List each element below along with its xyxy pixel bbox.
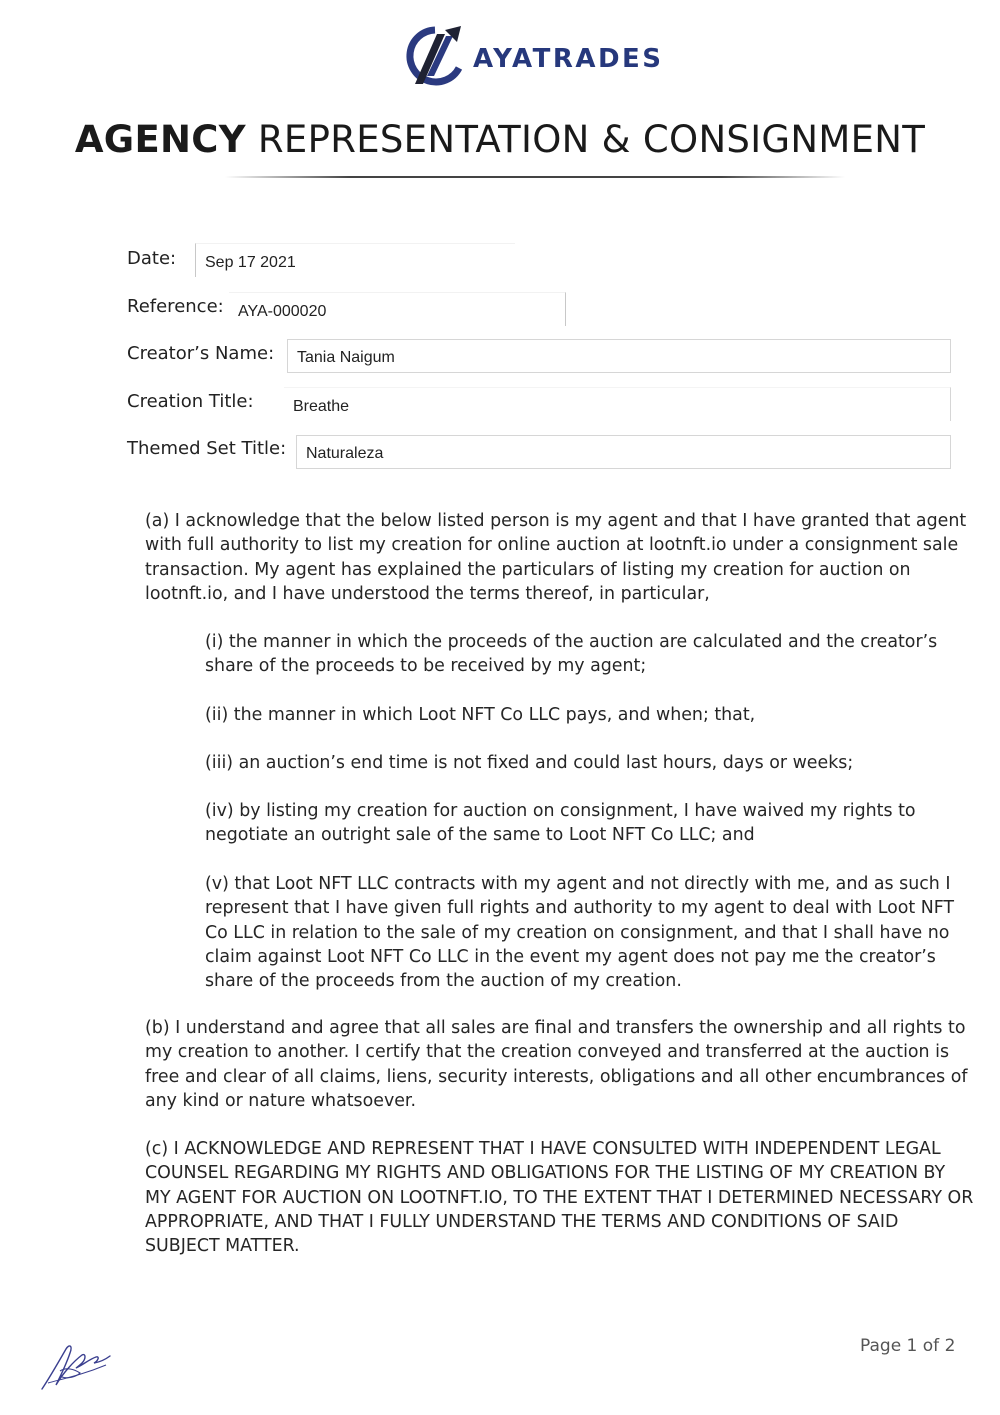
creator-name-field[interactable] <box>287 339 951 373</box>
clause-v: (v) that Loot NFT LLC contracts with my agent and not directly with me, and as such I represent that I have given full rights and authority to my agent to deal with Loot NFT Co LLC in relation to the sale of my creation on consignment, and that I shall have no claim against Loot NFT Co LLC in the event my agent does not pay me the creator’s share of the proceeds from the auction of my creation. <box>205 874 955 992</box>
creation-title-label: Creation Title: <box>127 391 254 412</box>
date-field[interactable] <box>195 243 515 277</box>
themed-set-title-value: Naturaleza <box>306 445 384 462</box>
signature-icon <box>36 1333 116 1393</box>
themed-set-title-field[interactable] <box>296 435 951 469</box>
title-divider <box>225 176 845 178</box>
creation-title-field[interactable] <box>284 387 951 421</box>
brand-name <box>473 44 664 74</box>
date-label: Date: <box>127 248 177 269</box>
reference-label: Reference: <box>127 296 224 317</box>
title-bold: AGENCY <box>74 118 246 161</box>
brand-trades: TRADES <box>532 44 664 74</box>
clause-a: (a) I acknowledge that the below listed person is my agent and that I have granted that agent with full authority to list my creation for online auction at lootnft.io under a consignment sale transaction. My agent has explained the particulars of listing my creation for auction on lootnft.io, and I have understood the terms thereof, in particular, <box>145 511 967 604</box>
reference-field[interactable] <box>229 292 566 326</box>
title-rest: REPRESENTATION & CONSIGNMENT <box>245 118 926 161</box>
clause-b: (b) I understand and agree that all sales are final and transfers the ownership and all rights to my creation to another. I certify that the creation conveyed and transferred at the auction is free and clear of all claims, liens, security interests, obligations and all other encumbrances of any kind or nature whatsoever. <box>145 1018 968 1111</box>
page-number: Page 1 of 2 <box>860 1336 956 1356</box>
clause-i: (i) the manner in which the proceeds of the auction are calculated and the creator’s share of the proceeds to be received by my agent; <box>205 632 938 677</box>
ayatrades-logo-icon <box>405 24 465 90</box>
clause-iv: (iv) by listing my creation for auction on consignment, I have waived my rights to negotiate an outright sale of the same to Loot NFT Co LLC; and <box>205 801 916 846</box>
clause-c: (c) I ACKNOWLEDGE AND REPRESENT THAT I HAVE CONSULTED WITH INDEPENDENT LEGAL COUNSEL REGARDING MY RIGHTS AND OBLIGATIONS FOR THE LISTING OF MY CREATION BY MY AGENT FOR AUCTION ON LOOTNFT.IO, TO THE EXTENT THAT I DETERMINED NECESSARY OR APPROPRIATE, AND THAT I FULLY UNDERSTAND THE TERMS AND CONDITIONS OF SAID SUBJECT MATTER. <box>145 1139 974 1257</box>
document-title <box>0 118 1000 161</box>
themed-set-title-label: Themed Set Title: <box>127 438 287 459</box>
brand-aya: AYA <box>473 44 533 74</box>
creator-name-label: Creator’s Name: <box>127 343 275 364</box>
reference-value: AYA-000020 <box>238 303 327 320</box>
clause-ii: (ii) the manner in which Loot NFT Co LLC pays, and when; that, <box>205 705 756 725</box>
creation-title-value: Breathe <box>293 398 350 415</box>
clause-iii: (iii) an auction’s end time is not fixed and could last hours, days or weeks; <box>205 753 854 773</box>
brand-logo <box>405 22 664 92</box>
creator-name-value: Tania Naigum <box>297 349 395 366</box>
date-value: Sep 17 2021 <box>205 254 296 271</box>
